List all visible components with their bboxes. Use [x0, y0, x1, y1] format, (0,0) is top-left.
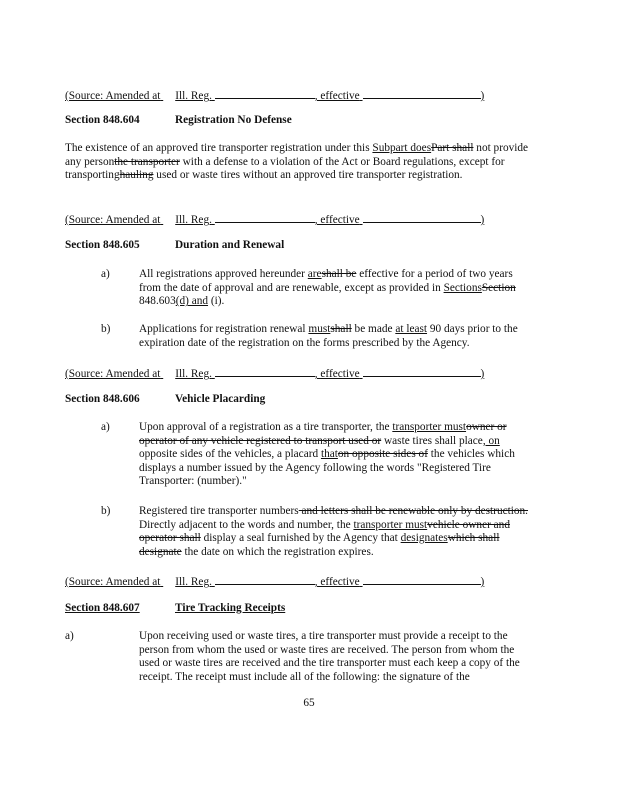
- subsection-label: a): [65, 630, 74, 642]
- subsection-label: a): [101, 421, 110, 433]
- page-number: 65: [303, 697, 315, 709]
- section-number: Section 848.604: [65, 114, 140, 126]
- subsection-text: Upon approval of a registration as a tire transporter, the transporter mustowner or operator of any vehicle registered to transport used or waste tires shall place, on opposite sides of the vehicles, a placard thaton opposite sides of the vehicles which displays a number issued by the Agency following the words "Registered Tire Transporter: (number).": [139, 421, 515, 488]
- source-note: (Source: Amended at Ill. Reg. , effective ): [65, 214, 485, 226]
- source-note: (Source: Amended at Ill. Reg. , effective ): [65, 576, 485, 588]
- section-title: Duration and Renewal: [175, 239, 285, 251]
- source-note: (Source: Amended at Ill. Reg. , effective ): [65, 368, 485, 380]
- subsection-label: a): [101, 268, 110, 280]
- subsection-text: Applications for registration renewal mustshall be made at least 90 days prior to the expiration date of the registration on the forms prescribed by the Agency.: [139, 323, 518, 349]
- section-title: Vehicle Placarding: [175, 393, 266, 405]
- section-heading-848-606: [65, 393, 266, 407]
- source-note: [65, 88, 535, 104]
- subsection-label: b): [101, 505, 111, 517]
- subsection-text: All registrations approved hereunder areshall be effective for a period of two years from the date of approval and are renewable, except as provided in SectionsSection 848.603(d) and (i).: [139, 268, 516, 308]
- subsection-text: Upon receiving used or waste tires, a tire transporter must provide a receipt to the person from whom the used or waste tires are received. The person from whom the used or waste tires are received and the tire transporter must each keep a copy of the receipt. The receipt must include all of the following: the signature of the: [139, 630, 520, 683]
- section-848-604-paragraph: The existence of an approved tire transporter registration under this Subpart doesPart shall not provide any personthe transporter with a defense to a violation of the Act or Board regulations, except for transportinghauling used or waste tires without an approved tire transporter registration.: [65, 142, 529, 182]
- section-number: Section 848.606: [65, 393, 140, 405]
- section-number: Section 848.605: [65, 239, 140, 251]
- section-heading-848-605: [65, 239, 285, 253]
- source-note-text: (Source: Amended at Ill. Reg. , effective ): [65, 90, 485, 102]
- subsection-label: b): [101, 323, 111, 335]
- section-heading-848-607: [65, 602, 286, 616]
- section-number: Section 848.607: [65, 602, 140, 614]
- section-title: Tire Tracking Receipts: [175, 602, 286, 614]
- subsection-text: Registered tire transporter numbers and letters shall be renewable only by destruction. Directly adjacent to the words and number, the transporter mustvehicle owner and operator shall display a seal furnished by the Agency that designateswhich shall designate the date on which the registration expires.: [139, 505, 529, 558]
- section-title: Registration No Defense: [175, 114, 292, 126]
- section-heading-848-604: [65, 114, 292, 128]
